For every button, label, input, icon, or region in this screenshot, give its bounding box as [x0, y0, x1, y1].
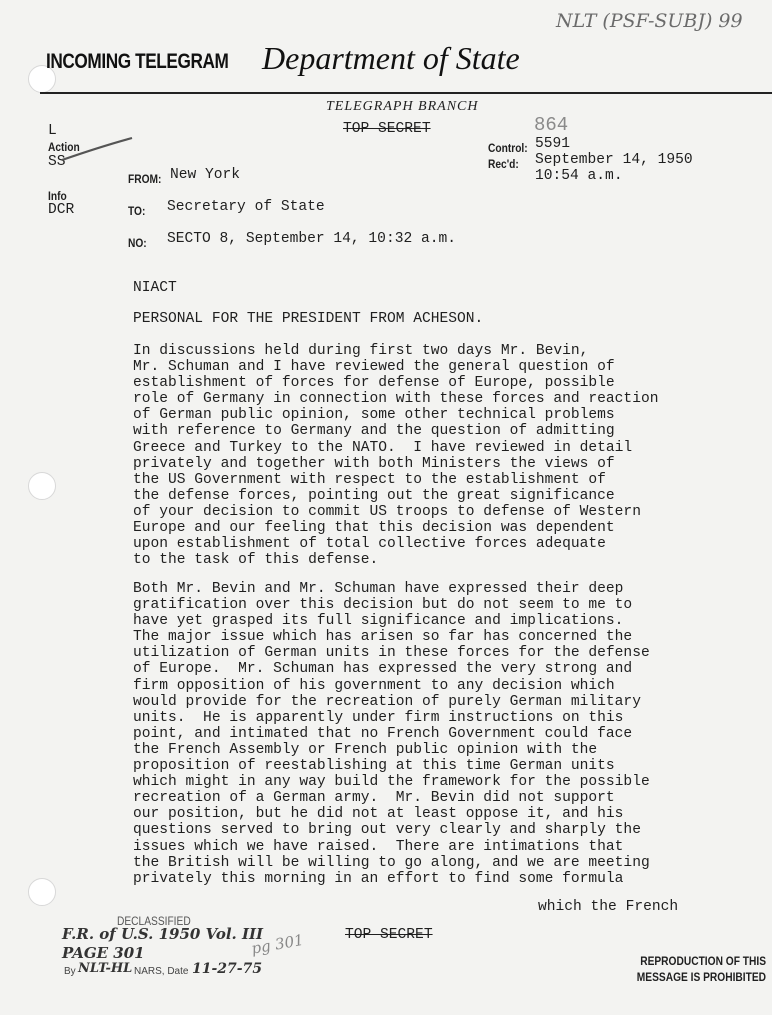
control-value: 5591: [535, 136, 571, 152]
recd-date: September 14, 1950: [535, 152, 693, 168]
handwritten-archive-ref: NLT (PSF-SUBJ) 99: [556, 10, 743, 32]
nars-date-label: NARS, Date: [134, 966, 189, 977]
to-value: Secretary of State: [167, 199, 325, 215]
punch-hole-bottom: [28, 878, 56, 906]
handwritten-page-ref: PAGE 301: [62, 944, 145, 962]
continuation-line: which the French: [538, 899, 679, 915]
classification-top: TOP SECRET: [343, 121, 431, 137]
to-label: TO:: [128, 204, 146, 218]
no-value: SECTO 8, September 14, 10:32 a.m.: [167, 231, 457, 247]
action-label: Action: [48, 140, 80, 154]
handwritten-date: 11-27-75: [192, 961, 263, 977]
personal-line: PERSONAL FOR THE PRESIDENT FROM ACHESON.: [133, 311, 484, 327]
reproduction-notice-line1: REPRODUCTION OF THIS: [640, 954, 766, 968]
action-value: SS: [48, 154, 66, 170]
control-label: Control:: [488, 141, 528, 155]
no-label: NO:: [128, 236, 147, 250]
routing-check-mark: [60, 134, 134, 164]
classification-bottom: TOP SECRET: [345, 927, 433, 943]
punch-hole-middle: [28, 472, 56, 500]
handwritten-frus-ref: F.R. of U.S. 1950 Vol. III: [62, 925, 264, 943]
telegraph-branch: TELEGRAPH BRANCH: [326, 99, 479, 114]
reproduction-notice-line2: MESSAGE IS PROHIBITED: [636, 970, 766, 984]
info-label: Info: [48, 189, 67, 203]
from-label: FROM:: [128, 172, 162, 186]
handwritten-page-note: pg 301: [250, 930, 305, 958]
routing-l: L: [48, 123, 57, 139]
handwritten-initials: NLT-HL: [78, 961, 133, 976]
paragraph-2: Both Mr. Bevin and Mr. Schuman have expressed their deep gratification over this decision but do not seem to me to have yet grasped its full significance and implications. The major issue which has arisen so far has concerned the utilization of German units in these forces for the defense of Europe. Mr. Schuman has expressed the very strong and firm opposition of his government to any decision which would provide for the recreation of purely German military units. He is apparently under firm instructions on this point, and intimated that no French Government could face the French Assembly or French public opinion with the proposition of reestablishing at this time German units which might in any way build the framework for the possible recreation of a German army. Mr. Bevin did not support our position, but he did not at least oppose it, and his questions served to bring out very clearly and sharply the issues which we have raised. There are intimations that the British will be willing to go along, and we are meeting privately this morning in an effort to find some formula: [133, 581, 650, 887]
paragraph-1: In discussions held during first two days Mr. Bevin, Mr. Schuman and I have reviewed the general question of establishment of forces for defense of Europe, possible role of Germany in connection with these forces and reaction of German public opinion, some other technical problems with reference to Germany and the question of admitting Greece and Turkey to the NATO. I have reviewed in detail privately and together with both Ministers the views of the US Government with respect to the establishment of the defense forces, pointing out the great significance of your decision to commit US troops to defense of Western Europe and our feeling that this decision was dependent upon establishment of total collective forces adequate to the task of this defense.: [133, 343, 659, 569]
info-value: DCR: [48, 202, 75, 218]
department-title: Department of State: [262, 40, 520, 76]
message-number: 864: [534, 114, 569, 136]
recd-label: Rec'd:: [488, 157, 519, 171]
recd-time: 10:54 a.m.: [535, 168, 623, 184]
header-rule: [40, 92, 772, 94]
declassified-stamp: DECLASSIFIED: [117, 914, 191, 928]
by-label: By: [64, 966, 76, 977]
incoming-telegram-label: INCOMING TELEGRAM: [46, 50, 229, 73]
niact-line: NIACT: [133, 280, 177, 296]
from-value: New York: [170, 167, 241, 183]
